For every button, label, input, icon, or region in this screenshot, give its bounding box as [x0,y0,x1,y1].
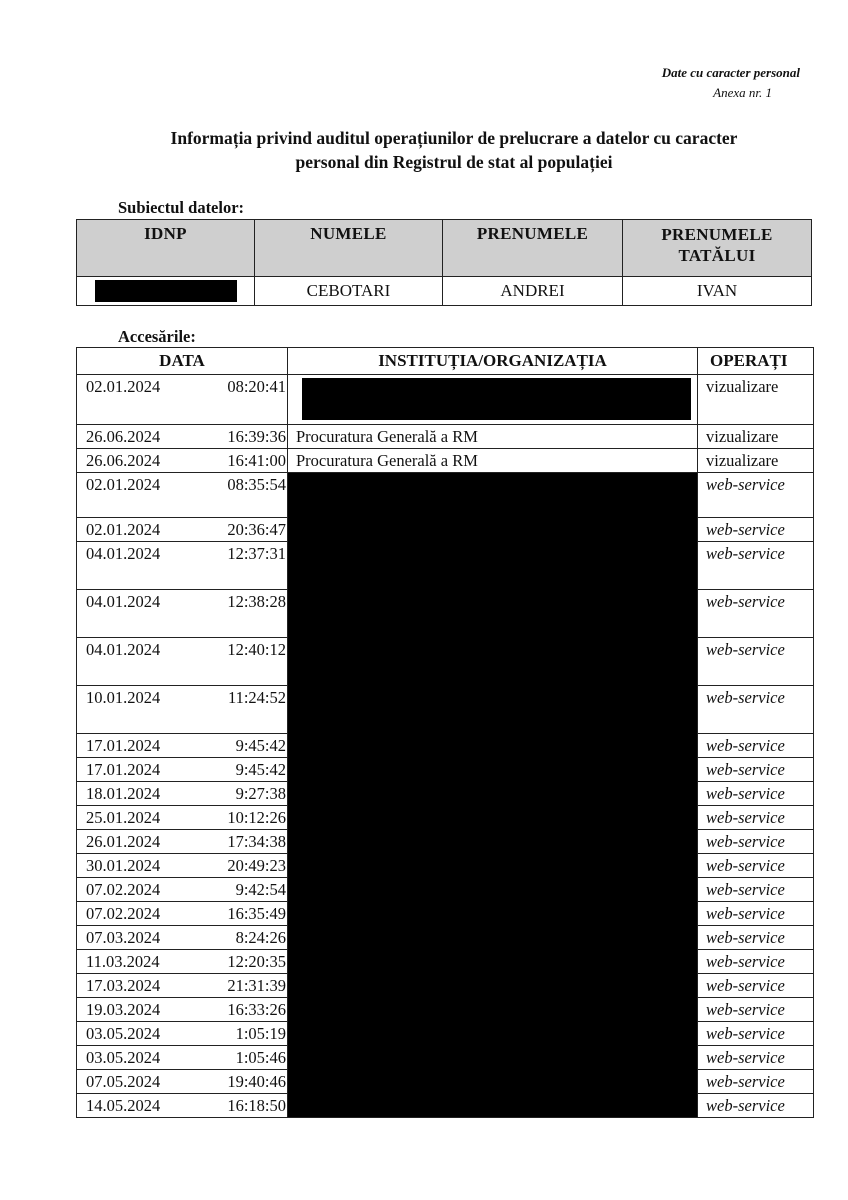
operation-cell: web-service [698,1070,814,1094]
operation-cell: web-service [698,473,814,518]
operation-cell: web-service [698,1046,814,1070]
access-date: 04.01.2024 [86,592,161,611]
institution-cell: Procuratura Generală a RM [288,425,698,449]
access-time: 21:31:39 [227,976,286,995]
access-time: 1:05:19 [235,1024,286,1043]
operation-cell: web-service [698,806,814,830]
date-cell [77,686,288,734]
access-date: 14.05.2024 [86,1096,161,1115]
date-cell [77,542,288,590]
annex-number: Anexa nr. 1 [713,85,772,100]
date-cell [77,854,288,878]
access-time: 12:38:28 [227,592,286,611]
numele-cell: CEBOTARI [255,277,443,306]
operation-cell: web-service [698,878,814,902]
idnp-cell [77,277,255,306]
date-cell [77,830,288,854]
column-header-idnp: IDNP [77,220,255,277]
access-time: 8:24:26 [235,928,286,947]
accesses-header-row [77,348,814,375]
date-cell [77,1022,288,1046]
accesses-body [77,375,814,1118]
operation-cell: web-service [698,758,814,782]
column-header-institutia: INSTITUȚIA/ORGANIZAȚIA [288,348,698,375]
access-date: 07.02.2024 [86,880,161,899]
date-cell [77,758,288,782]
subject-section-label: Subiectul datelor: [118,198,245,217]
operation-cell: web-service [698,830,814,854]
access-date: 07.05.2024 [86,1072,161,1091]
access-time: 16:18:50 [227,1096,286,1115]
prenumele-cell: ANDREI [443,277,623,306]
access-date: 10.01.2024 [86,688,161,707]
accesses-section-label: Accesările: [118,327,196,346]
operation-cell: web-service [698,518,814,542]
date-cell [77,902,288,926]
subject-header-row [77,220,812,277]
institution-cell [288,375,698,425]
redaction-bar [302,378,691,420]
access-time: 9:45:42 [235,736,286,755]
date-cell [77,425,288,449]
access-time: 12:37:31 [227,544,286,563]
operation-cell: web-service [698,734,814,758]
access-time: 9:27:38 [235,784,286,803]
prenumele-tatalui-cell: IVAN [623,277,812,306]
subject-table [76,219,812,306]
date-cell [77,998,288,1022]
access-date: 02.01.2024 [86,475,161,494]
table-row [77,473,814,518]
access-date: 30.01.2024 [86,856,161,875]
date-cell [77,926,288,950]
operation-cell: web-service [698,1094,814,1118]
access-time: 9:42:54 [235,880,286,899]
column-header-data: DATA [77,348,288,375]
operation-cell: web-service [698,926,814,950]
operation-cell: web-service [698,950,814,974]
column-header-prenumele: PRENUMELE [443,220,623,277]
operation-cell: web-service [698,782,814,806]
access-date: 07.02.2024 [86,904,161,923]
accesses-table [76,347,814,1118]
subject-data-row [77,277,812,306]
date-cell [77,806,288,830]
access-time: 16:35:49 [227,904,286,923]
access-time: 17:34:38 [227,832,286,851]
access-date: 17.01.2024 [86,736,161,755]
access-time: 9:45:42 [235,760,286,779]
access-time: 08:35:54 [227,475,286,494]
operation-cell: web-service [698,1022,814,1046]
document-header-right [500,64,800,104]
date-cell [77,734,288,758]
date-cell [77,974,288,998]
access-date: 17.03.2024 [86,976,161,995]
access-time: 20:49:23 [227,856,286,875]
access-time: 20:36:47 [227,520,286,539]
operation-cell: web-service [698,590,814,638]
operation-cell: web-service [698,686,814,734]
title-line-1: Informația privind auditul operațiunilor de prelucrare a datelor cu caracter [170,128,738,148]
table-row [77,375,814,425]
date-cell [77,1070,288,1094]
title-line-2: personal din Registrul de stat al populației [295,152,613,172]
date-cell [77,375,288,425]
table-row [77,449,814,473]
access-date: 26.01.2024 [86,832,161,851]
date-cell [77,518,288,542]
date-cell [77,878,288,902]
date-cell [77,950,288,974]
access-date: 11.03.2024 [86,952,160,971]
date-cell [77,638,288,686]
operation-cell: web-service [698,998,814,1022]
institution-redaction-block [288,473,698,1118]
access-time: 12:40:12 [227,640,286,659]
confidentiality-note: Date cu caracter personal [661,65,800,80]
access-time: 08:20:41 [227,377,286,396]
access-time: 12:20:35 [227,952,286,971]
redaction-bar [95,280,237,302]
access-date: 07.03.2024 [86,928,161,947]
operation-cell: web-service [698,974,814,998]
date-cell [77,1046,288,1070]
access-time: 16:33:26 [227,1000,286,1019]
operation-cell: web-service [698,638,814,686]
date-cell [77,473,288,518]
access-date: 25.01.2024 [86,808,161,827]
access-time: 19:40:46 [227,1072,286,1091]
access-date: 03.05.2024 [86,1048,161,1067]
operation-cell: web-service [698,854,814,878]
operation-cell: vizualizare [698,449,814,473]
date-cell [77,590,288,638]
operation-cell: web-service [698,902,814,926]
date-cell [77,1094,288,1118]
operation-cell: vizualizare [698,425,814,449]
date-cell [77,449,288,473]
date-cell [77,782,288,806]
access-date: 19.03.2024 [86,1000,161,1019]
access-date: 26.06.2024 [86,451,161,470]
access-date: 03.05.2024 [86,1024,161,1043]
access-time: 11:24:52 [227,688,286,707]
access-date: 26.06.2024 [86,427,161,446]
column-header-operatii: OPERAȚI [698,348,814,375]
document-title [60,126,848,174]
access-time: 16:41:00 [227,451,286,470]
access-date: 02.01.2024 [86,377,161,396]
access-date: 04.01.2024 [86,544,161,563]
access-date: 18.01.2024 [86,784,161,803]
access-date: 04.01.2024 [86,640,161,659]
access-date: 17.01.2024 [86,760,161,779]
column-header-prenumele-tatalui: PRENUMELE TATĂLUI [623,220,812,277]
access-time: 16:39:36 [227,427,286,446]
column-header-numele: NUMELE [255,220,443,277]
access-time: 10:12:26 [227,808,286,827]
access-date: 02.01.2024 [86,520,161,539]
operation-cell: web-service [698,542,814,590]
institution-cell: Procuratura Generală a RM [288,449,698,473]
operation-cell: vizualizare [698,375,814,425]
table-row [77,425,814,449]
access-time: 1:05:46 [235,1048,286,1067]
